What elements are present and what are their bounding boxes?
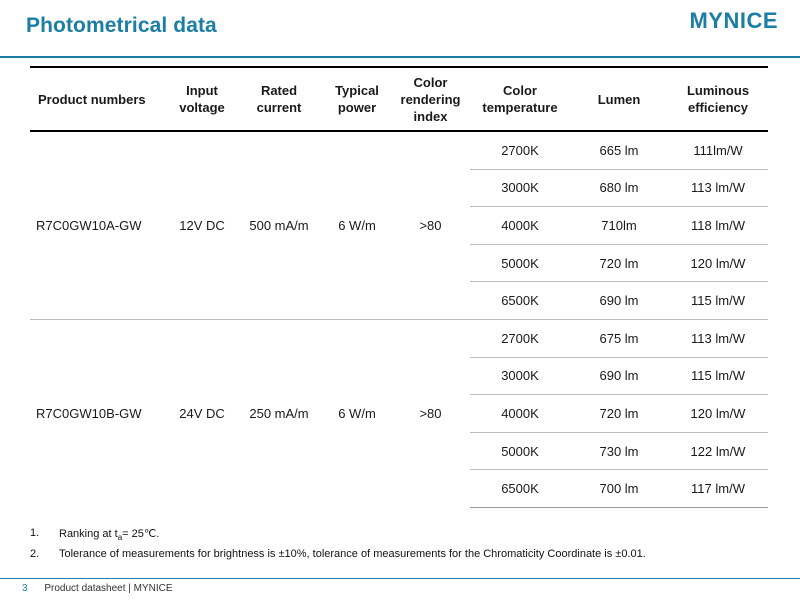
efficiency-cell: 115 lm/W bbox=[668, 357, 768, 395]
page-number: 3 bbox=[22, 583, 28, 594]
header-rated-current bbox=[235, 67, 323, 131]
header-product-numbers: Product numbers bbox=[30, 67, 169, 131]
product-number-cell: R7C0GW10B-GW bbox=[30, 319, 169, 507]
page-title: Photometrical data bbox=[26, 14, 217, 37]
lumen-cell: 665 lm bbox=[599, 142, 639, 158]
color-temperature-cell: 5000K bbox=[470, 432, 570, 470]
header-color-temperature bbox=[470, 67, 570, 131]
lumen-cell: 690 lm bbox=[570, 282, 668, 320]
footnote-number: 1. bbox=[30, 527, 40, 539]
title-divider bbox=[0, 56, 800, 58]
efficiency-cell: 113 lm/W bbox=[668, 169, 768, 207]
typical-power-cell: 6 W/m bbox=[323, 319, 391, 507]
input-voltage-cell: 12V DC bbox=[179, 217, 225, 233]
header-luminous-efficiency-label: Luminous efficiency bbox=[686, 83, 750, 115]
color-temperature-cell: 2700K bbox=[501, 142, 539, 158]
color-temperature-cell: 6500K bbox=[470, 470, 570, 508]
header-typical-power bbox=[323, 67, 391, 131]
product-number-cell: R7C0GW10A-GW bbox=[36, 217, 142, 233]
photometric-table bbox=[30, 66, 768, 508]
color-temperature-cell: 6500K bbox=[470, 282, 570, 320]
cri-cell: >80 bbox=[419, 217, 442, 233]
efficiency-cell: 111lm/W bbox=[693, 142, 743, 158]
header-typical-power-label: Typical power bbox=[335, 83, 379, 115]
header-cri-label: Color rendering index bbox=[400, 74, 461, 124]
color-temperature-cell: 2700K bbox=[470, 319, 570, 357]
footnote-suffix: = 25℃. bbox=[122, 528, 160, 540]
cri-cell: >80 bbox=[391, 319, 470, 507]
header-input-voltage-label: Input voltage bbox=[179, 83, 225, 115]
lumen-cell: 730 lm bbox=[570, 432, 668, 470]
color-temperature-cell: 5000K bbox=[470, 244, 570, 282]
footnote-text: Tolerance of measurements for brightness is ±10%, tolerance of measurements for the Chromaticity Coordinate is ±0.01. bbox=[59, 548, 646, 560]
header-cri bbox=[391, 67, 470, 131]
lumen-cell: 710lm bbox=[570, 207, 668, 245]
efficiency-cell: 113 lm/W bbox=[668, 319, 768, 357]
rated-current-cell: 250 mA/m bbox=[235, 319, 323, 507]
color-temperature-cell: 4000K bbox=[470, 207, 570, 245]
footer-divider bbox=[0, 578, 800, 579]
efficiency-cell: 120 lm/W bbox=[668, 395, 768, 433]
color-temperature-cell: 4000K bbox=[470, 395, 570, 433]
header-lumen: Lumen bbox=[570, 67, 668, 131]
efficiency-cell: 115 lm/W bbox=[668, 282, 768, 320]
footer-text: Product datasheet | MYNICE bbox=[44, 583, 173, 594]
table-row bbox=[30, 319, 768, 357]
header-input-voltage bbox=[169, 67, 235, 131]
typical-power-cell: 6 W/m bbox=[338, 217, 376, 233]
header-luminous-efficiency bbox=[668, 67, 768, 131]
page-footer bbox=[22, 583, 173, 594]
lumen-cell: 700 lm bbox=[570, 470, 668, 508]
lumen-cell: 680 lm bbox=[570, 169, 668, 207]
header-rated-current-label: Rated current bbox=[256, 83, 302, 115]
lumen-cell: 720 lm bbox=[570, 395, 668, 433]
footnote-prefix: Ranking at t bbox=[59, 528, 118, 540]
efficiency-cell: 118 lm/W bbox=[668, 207, 768, 245]
table-row bbox=[30, 131, 768, 169]
footnote-subscript: a bbox=[117, 533, 123, 543]
lumen-cell: 675 lm bbox=[570, 319, 668, 357]
efficiency-cell: 117 lm/W bbox=[668, 470, 768, 508]
footnote-text bbox=[59, 527, 159, 542]
color-temperature-cell: 3000K bbox=[470, 357, 570, 395]
footnote-number: 2. bbox=[30, 548, 40, 560]
lumen-cell: 720 lm bbox=[570, 244, 668, 282]
table-header-row bbox=[30, 67, 768, 131]
efficiency-cell: 122 lm/W bbox=[668, 432, 768, 470]
color-temperature-cell: 3000K bbox=[470, 169, 570, 207]
lumen-cell: 690 lm bbox=[570, 357, 668, 395]
brand-logo: MYNICE bbox=[689, 8, 778, 33]
input-voltage-cell: 24V DC bbox=[169, 319, 235, 507]
header-color-temperature-label: Color temperature bbox=[482, 83, 558, 115]
efficiency-cell: 120 lm/W bbox=[668, 244, 768, 282]
rated-current-cell: 500 mA/m bbox=[249, 217, 309, 233]
